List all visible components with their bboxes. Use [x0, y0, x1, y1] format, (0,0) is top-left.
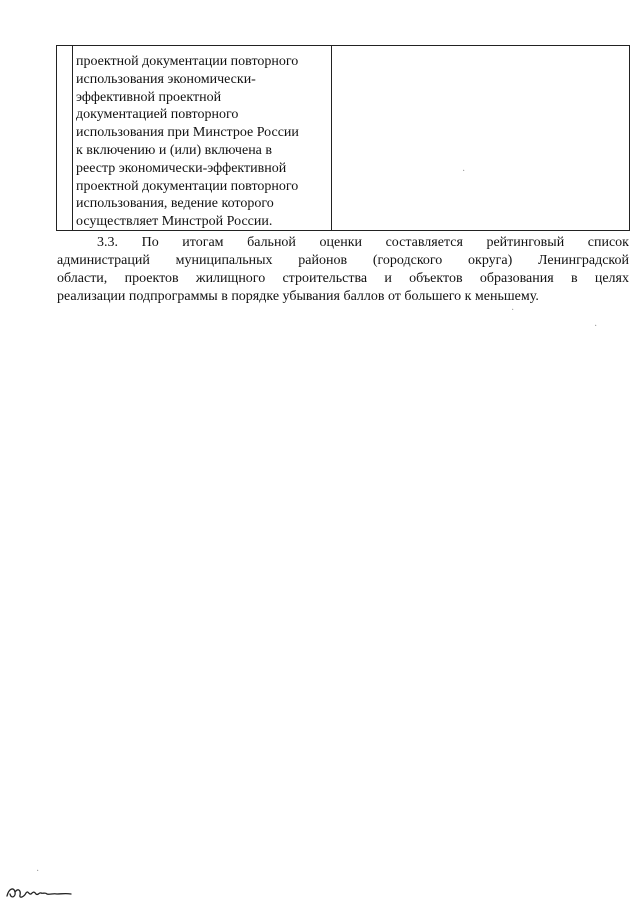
- word: в: [570, 271, 578, 286]
- table-column-divider: [331, 46, 332, 230]
- signature-mark: [5, 882, 75, 902]
- word: рейтинговый: [486, 235, 565, 250]
- word: бальной: [247, 235, 296, 250]
- cell-line: осуществляет Минстрой России.: [76, 214, 273, 230]
- cell-line: использования при Минстрое России: [76, 125, 299, 141]
- word: оценки: [319, 235, 363, 250]
- word: и: [384, 271, 392, 286]
- word: жилищного: [195, 271, 266, 286]
- cell-line: эффективной проектной: [76, 89, 222, 105]
- word: список: [587, 235, 629, 250]
- scan-speck: ·: [594, 321, 598, 332]
- word: объектов: [409, 271, 463, 286]
- word: области,: [57, 271, 108, 286]
- paragraph-line: [57, 252, 629, 270]
- word: округа): [468, 253, 513, 268]
- word: итогам: [182, 235, 224, 250]
- word: По: [141, 235, 159, 250]
- scan-speck: ·: [511, 305, 515, 316]
- cell-line: документацией повторного: [76, 107, 239, 123]
- paragraph-line: [57, 234, 629, 252]
- cell-line: использования экономически-: [76, 71, 256, 87]
- cell-line: использования, ведение которого: [76, 196, 274, 212]
- word: муниципальных: [175, 253, 273, 268]
- table-fragment: [56, 45, 630, 231]
- table-cell-text: [76, 53, 328, 231]
- scan-speck: ·: [462, 166, 466, 177]
- cell-line: проектной документации повторного: [76, 54, 299, 69]
- paragraph-line: реализации подпрограммы в порядке убывания баллов от большего к меньшему.: [57, 289, 539, 304]
- cell-line: к включению и (или) включена в: [76, 142, 273, 158]
- word: образования: [479, 271, 554, 286]
- word: составляется: [385, 235, 463, 250]
- cell-line: проектной документации повторного: [76, 178, 299, 194]
- word: проектов: [124, 271, 179, 286]
- word: районов: [298, 253, 348, 268]
- paragraph-number: 3.3.: [97, 235, 118, 250]
- word: строительства: [282, 271, 368, 286]
- word: целях: [594, 271, 629, 286]
- table-column-divider: [72, 46, 73, 230]
- paragraph-line: [57, 270, 629, 288]
- cell-line: реестр экономически-эффективной: [76, 160, 287, 176]
- word: администраций: [57, 253, 150, 268]
- paragraph-3-3: [57, 234, 629, 306]
- scan-speck: ·: [36, 866, 40, 877]
- word: (городского: [372, 253, 443, 268]
- word: Ленинградской: [538, 253, 629, 268]
